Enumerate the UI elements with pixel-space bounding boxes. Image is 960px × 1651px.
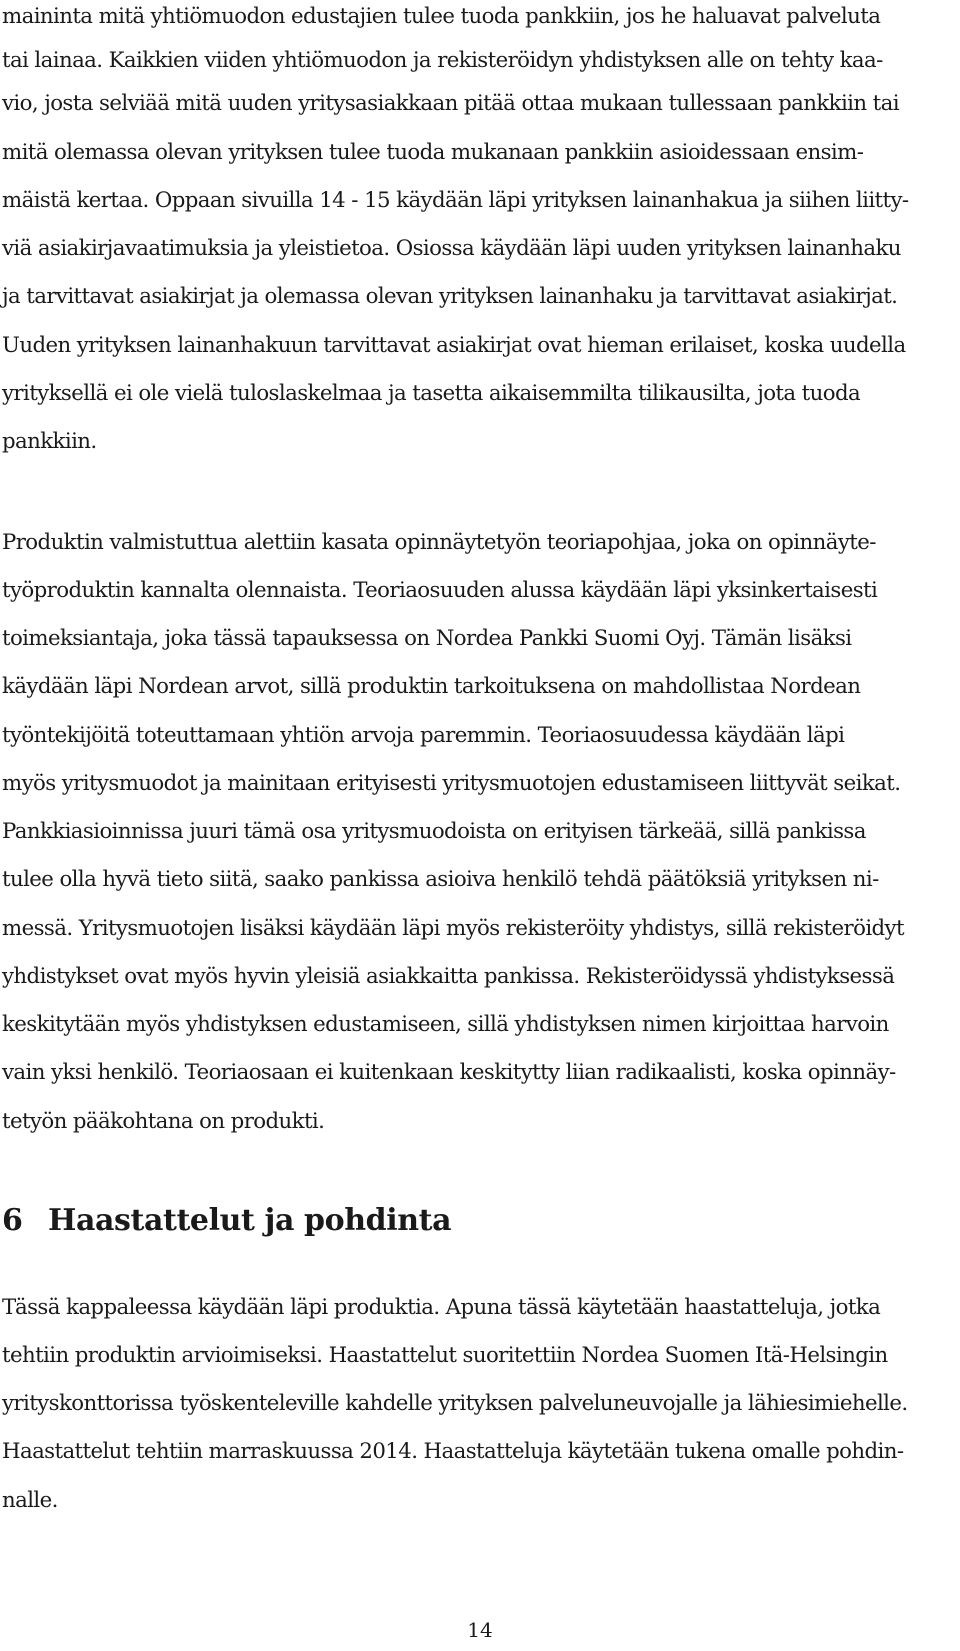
section-title: Haastattelut ja pohdinta [48, 1203, 452, 1238]
text-line: keskitytään myös yhdistyksen edustamiseen, sillä yhdistyksen nimen kirjoittaa harvoin [2, 1012, 889, 1037]
text-line: tetyön pääkohtana on produkti. [2, 1109, 325, 1134]
page-number: 14 [467, 1618, 493, 1642]
text-line: tehtiin produktin arvioimiseksi. Haastattelut suoritettiin Nordea Suomen Itä-Helsingin [2, 1343, 888, 1368]
text-line: Produktin valmistuttua alettiin kasata opinnäytetyön teoriapohjaa, joka on opinnäyte- [2, 530, 876, 555]
text-line: messä. Yritysmuotojen lisäksi käydään läpi myös rekisteröity yhdistys, sillä rekisteröidyt [2, 916, 904, 941]
section-number: 6 [2, 1203, 23, 1238]
text-line: viä asiakirjavaatimuksia ja yleistietoa. Osiossa käydään läpi uuden yrityksen lainanhaku [2, 236, 901, 261]
text-line: mäistä kertaa. Oppaan sivuilla 14 - 15 käydään läpi yrityksen lainanhakua ja siihen liitty- [2, 188, 909, 213]
text-line: pankkiin. [2, 429, 97, 454]
text-line: tulee olla hyvä tieto siitä, saako pankissa asioiva henkilö tehdä päätöksiä yrityksen ni- [2, 867, 879, 892]
text-line: maininta mitä yhtiömuodon edustajien tulee tuoda pankkiin, jos he haluavat palveluta [2, 4, 881, 29]
text-line: ja tarvittavat asiakirjat ja olemassa olevan yrityksen lainanhaku ja tarvittavat asiakirjat. [2, 284, 898, 309]
text-line: mitä olemassa olevan yrityksen tulee tuoda mukanaan pankkiin asioidessaan ensim- [2, 140, 864, 165]
text-line: vain yksi henkilö. Teoriaosaan ei kuitenkaan keskitytty liian radikaalisti, koska opinnäy- [2, 1060, 896, 1085]
text-line: tai lainaa. Kaikkien viiden yhtiömuodon ja rekisteröidyn yhdistyksen alle on tehty kaa- [2, 48, 883, 73]
text-line: yrityksellä ei ole vielä tuloslaskelmaa ja tasetta aikaisemmilta tilikausilta, jota tuoda [2, 381, 861, 406]
text-line: toimeksiantaja, joka tässä tapauksessa on Nordea Pankki Suomi Oyj. Tämän lisäksi [2, 626, 852, 651]
text-line: työproduktin kannalta olennaista. Teoriaosuuden alussa käydään läpi yksinkertaisesti [2, 578, 878, 603]
text-line: Tässä kappaleessa käydään läpi produktia. Apuna tässä käytetään haastatteluja, jotka [2, 1295, 881, 1320]
text-line: työntekijöitä toteuttamaan yhtiön arvoja paremmin. Teoriaosuudessa käydään läpi [2, 723, 845, 748]
text-line: myös yritysmuodot ja mainitaan erityisesti yritysmuotojen edustamiseen liittyvät seikat. [2, 771, 901, 796]
text-line: Uuden yrityksen lainanhakuun tarvittavat asiakirjat ovat hieman erilaiset, koska uudella [2, 333, 906, 358]
text-line: yrityskonttorissa työskenteleville kahdelle yrityksen palveluneuvojalle ja lähiesimiehelle. [2, 1391, 908, 1416]
section-heading [2, 1203, 451, 1239]
text-line: vio, josta selviää mitä uuden yritysasiakkaan pitää ottaa mukaan tullessaan pankkiin tai [2, 91, 899, 116]
text-line: Pankkiasioinnissa juuri tämä osa yritysmuodoista on erityisen tärkeää, sillä pankissa [2, 819, 866, 844]
text-line: käydään läpi Nordean arvot, sillä produktin tarkoituksena on mahdollistaa Nordean [2, 674, 861, 699]
text-line: nalle. [2, 1488, 58, 1513]
text-line: Haastattelut tehtiin marraskuussa 2014. Haastatteluja käytetään tukena omalle pohdin- [2, 1439, 904, 1464]
text-line: yhdistykset ovat myös hyvin yleisiä asiakkaitta pankissa. Rekisteröidyssä yhdistyksessä [2, 964, 895, 989]
